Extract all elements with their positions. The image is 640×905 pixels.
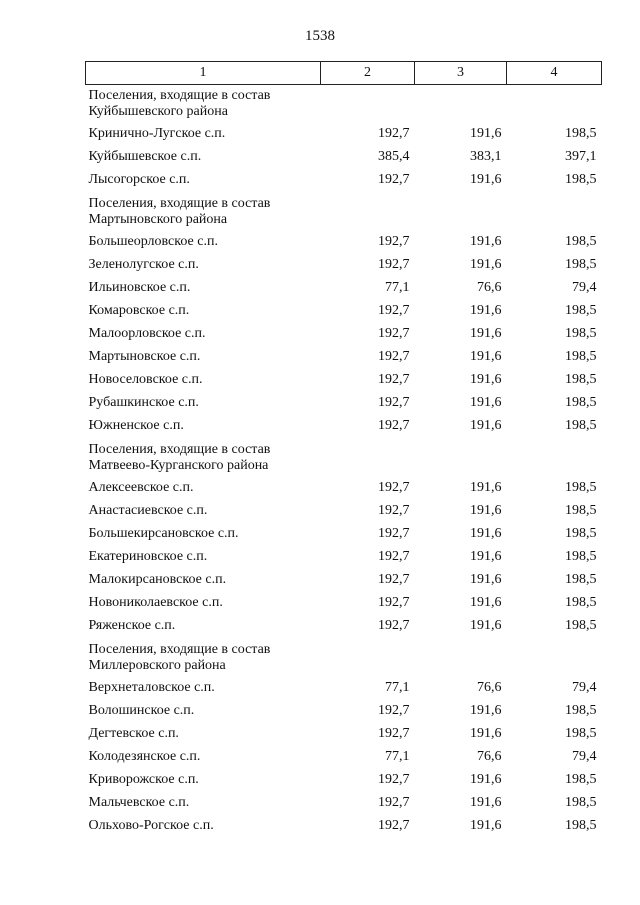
- empty-cell: [321, 439, 415, 478]
- section-title: [86, 439, 321, 478]
- value-col-2-cell: 77,1: [385, 749, 410, 764]
- header-col-4: 4: [507, 62, 602, 85]
- empty-cell: [415, 639, 507, 678]
- value-col-3-cell: 191,6: [470, 795, 502, 810]
- value-col-2-cell: 192,7: [378, 503, 410, 518]
- table-row: [86, 524, 602, 547]
- empty-cell: [507, 639, 602, 678]
- settlement-name-cell: Рубашкинское с.п.: [88, 395, 199, 410]
- section-title: [86, 85, 321, 125]
- value-col-3-cell: 191,6: [470, 726, 502, 741]
- settlement-name-cell: Новониколаевское с.п.: [88, 595, 223, 610]
- value-col-4-cell: 198,5: [565, 234, 597, 249]
- settlement-name-cell: Ряженское с.п.: [88, 618, 176, 633]
- value-col-4-cell: 198,5: [565, 549, 597, 564]
- value-col-3-cell: 191,6: [470, 172, 502, 187]
- value-col-4-cell: 198,5: [565, 172, 597, 187]
- header-col-2: 2: [321, 62, 415, 85]
- value-col-4-cell: 198,5: [565, 303, 597, 318]
- value-col-4-cell: 198,5: [565, 503, 597, 518]
- value-col-3-cell: 191,6: [470, 326, 502, 341]
- data-table: [85, 61, 602, 839]
- settlement-name-cell: Мальчевское с.п.: [88, 795, 190, 810]
- value-col-4-cell: 198,5: [565, 418, 597, 433]
- table-row: [86, 147, 602, 170]
- value-col-4-cell: 79,4: [572, 680, 597, 695]
- value-col-2-cell: 192,7: [378, 257, 410, 272]
- value-col-2-cell: 192,7: [378, 526, 410, 541]
- value-col-3-cell: 191,6: [470, 503, 502, 518]
- section-title-text: Поселения, входящие в состав Мартыновского района: [88, 196, 271, 227]
- value-col-4-cell: 397,1: [565, 149, 597, 164]
- settlement-name-cell: Кринично-Лугское с.п.: [88, 126, 226, 141]
- value-col-2-cell: 192,7: [378, 480, 410, 495]
- section-header-row: [86, 193, 602, 232]
- settlement-name-cell: Большеорловское с.п.: [88, 234, 218, 249]
- table-row: [86, 347, 602, 370]
- value-col-4-cell: 198,5: [565, 772, 597, 787]
- settlement-name-cell: Малоорловское с.п.: [88, 326, 206, 341]
- value-col-2-cell: 77,1: [385, 280, 410, 295]
- table-row: [86, 593, 602, 616]
- section-title-text: Поселения, входящие в состав Матвеево-Курганского района: [88, 442, 271, 473]
- table-row: [86, 501, 602, 524]
- table-row: [86, 770, 602, 793]
- table-row: [86, 370, 602, 393]
- settlement-name-cell: Зеленолугское с.п.: [88, 257, 199, 272]
- settlement-name-cell: Анастасиевское с.п.: [88, 503, 208, 518]
- table-row: [86, 678, 602, 701]
- table-row: [86, 724, 602, 747]
- table-row: [86, 232, 602, 255]
- value-col-2-cell: 192,7: [378, 234, 410, 249]
- empty-cell: [415, 439, 507, 478]
- section-title-text: Поселения, входящие в состав Куйбышевского района: [88, 88, 271, 119]
- table-row: [86, 393, 602, 416]
- empty-cell: [415, 193, 507, 232]
- table-row: [86, 478, 602, 501]
- value-col-2-cell: 192,7: [378, 818, 410, 833]
- value-col-4-cell: 198,5: [565, 795, 597, 810]
- table-row: [86, 324, 602, 347]
- table-row: [86, 747, 602, 770]
- value-col-3-cell: 191,6: [470, 303, 502, 318]
- value-col-3-cell: 191,6: [470, 372, 502, 387]
- settlement-name-cell: Дегтевское с.п.: [88, 726, 179, 741]
- value-col-3-cell: 191,6: [470, 818, 502, 833]
- settlement-name-cell: Лысогорское с.п.: [88, 172, 190, 187]
- settlement-name-cell: Малокирсановское с.п.: [88, 572, 227, 587]
- value-col-3-cell: 191,6: [470, 772, 502, 787]
- value-col-3-cell: 191,6: [470, 480, 502, 495]
- value-col-2-cell: 385,4: [378, 149, 410, 164]
- empty-cell: [321, 85, 415, 125]
- settlement-name-cell: Алексеевское с.п.: [88, 480, 194, 495]
- value-col-3-cell: 383,1: [470, 149, 502, 164]
- section-header-row: [86, 439, 602, 478]
- value-col-4-cell: 198,5: [565, 257, 597, 272]
- value-col-2-cell: 192,7: [378, 126, 410, 141]
- value-col-3-cell: 191,6: [470, 349, 502, 364]
- settlement-name-cell: Волошинское с.п.: [88, 703, 195, 718]
- section-title: [86, 639, 321, 678]
- value-col-2-cell: 192,7: [378, 418, 410, 433]
- empty-cell: [507, 439, 602, 478]
- section-header-row: [86, 85, 602, 125]
- section-title-text: Поселения, входящие в состав Миллеровского района: [88, 642, 271, 673]
- settlement-name-cell: Большекирсановское с.п.: [88, 526, 239, 541]
- table-row: [86, 416, 602, 439]
- value-col-2-cell: 192,7: [378, 395, 410, 410]
- table-row: [86, 793, 602, 816]
- value-col-4-cell: 79,4: [572, 749, 597, 764]
- value-col-3-cell: 76,6: [477, 680, 502, 695]
- value-col-2-cell: 192,7: [378, 618, 410, 633]
- settlement-name-cell: Комаровское с.п.: [88, 303, 190, 318]
- table-row: [86, 301, 602, 324]
- value-col-2-cell: 192,7: [378, 703, 410, 718]
- table-header: [86, 62, 602, 85]
- empty-cell: [321, 193, 415, 232]
- value-col-2-cell: 192,7: [378, 726, 410, 741]
- table-row: [86, 816, 602, 839]
- table-row: [86, 701, 602, 724]
- value-col-3-cell: 191,6: [470, 549, 502, 564]
- value-col-3-cell: 191,6: [470, 595, 502, 610]
- value-col-4-cell: 198,5: [565, 526, 597, 541]
- value-col-4-cell: 198,5: [565, 726, 597, 741]
- value-col-4-cell: 198,5: [565, 395, 597, 410]
- value-col-3-cell: 76,6: [477, 280, 502, 295]
- value-col-4-cell: 198,5: [565, 326, 597, 341]
- value-col-3-cell: 191,6: [470, 234, 502, 249]
- value-col-4-cell: 198,5: [565, 372, 597, 387]
- settlement-name-cell: Колодезянское с.п.: [88, 749, 201, 764]
- settlement-name-cell: Ольхово-Рогское с.п.: [88, 818, 214, 833]
- header-col-3: 3: [415, 62, 507, 85]
- value-col-3-cell: 191,6: [470, 618, 502, 633]
- value-col-4-cell: 198,5: [565, 595, 597, 610]
- value-col-4-cell: 198,5: [565, 480, 597, 495]
- table-body: [86, 85, 602, 840]
- settlement-name-cell: Ильиновское с.п.: [88, 280, 191, 295]
- value-col-3-cell: 191,6: [470, 395, 502, 410]
- value-col-2-cell: 192,7: [378, 549, 410, 564]
- table-row: [86, 616, 602, 639]
- value-col-4-cell: 198,5: [565, 126, 597, 141]
- settlement-name-cell: Верхнеталовское с.п.: [88, 680, 215, 695]
- value-col-3-cell: 191,6: [470, 126, 502, 141]
- header-col-1: 1: [86, 62, 321, 85]
- value-col-3-cell: 191,6: [470, 257, 502, 272]
- value-col-4-cell: 198,5: [565, 618, 597, 633]
- value-col-2-cell: 192,7: [378, 303, 410, 318]
- section-title: [86, 193, 321, 232]
- value-col-3-cell: 191,6: [470, 572, 502, 587]
- value-col-2-cell: 192,7: [378, 772, 410, 787]
- value-col-4-cell: 198,5: [565, 572, 597, 587]
- value-col-4-cell: 198,5: [565, 818, 597, 833]
- table-row: [86, 170, 602, 193]
- value-col-2-cell: 192,7: [378, 595, 410, 610]
- value-col-3-cell: 191,6: [470, 418, 502, 433]
- settlement-name-cell: Южненское с.п.: [88, 418, 184, 433]
- value-col-2-cell: 192,7: [378, 572, 410, 587]
- section-header-row: [86, 639, 602, 678]
- table-row: [86, 547, 602, 570]
- table-row: [86, 570, 602, 593]
- value-col-2-cell: 77,1: [385, 680, 410, 695]
- value-col-4-cell: 198,5: [565, 703, 597, 718]
- value-col-3-cell: 191,6: [470, 703, 502, 718]
- header-row: [86, 62, 602, 85]
- table-row: [86, 255, 602, 278]
- page-number: 1538: [305, 28, 335, 44]
- empty-cell: [415, 85, 507, 125]
- empty-cell: [507, 193, 602, 232]
- value-col-2-cell: 192,7: [378, 372, 410, 387]
- settlement-name-cell: Куйбышевское с.п.: [88, 149, 202, 164]
- value-col-2-cell: 192,7: [378, 172, 410, 187]
- value-col-3-cell: 191,6: [470, 526, 502, 541]
- value-col-2-cell: 192,7: [378, 349, 410, 364]
- settlement-name-cell: Мартыновское с.п.: [88, 349, 201, 364]
- value-col-2-cell: 192,7: [378, 795, 410, 810]
- settlement-name-cell: Новоселовское с.п.: [88, 372, 203, 387]
- table-row: [86, 278, 602, 301]
- table-row: [86, 124, 602, 147]
- value-col-3-cell: 76,6: [477, 749, 502, 764]
- empty-cell: [507, 85, 602, 125]
- settlement-name-cell: Криворожское с.п.: [88, 772, 199, 787]
- settlement-name-cell: Екатериновское с.п.: [88, 549, 208, 564]
- value-col-4-cell: 79,4: [572, 280, 597, 295]
- empty-cell: [321, 639, 415, 678]
- value-col-4-cell: 198,5: [565, 349, 597, 364]
- value-col-2-cell: 192,7: [378, 326, 410, 341]
